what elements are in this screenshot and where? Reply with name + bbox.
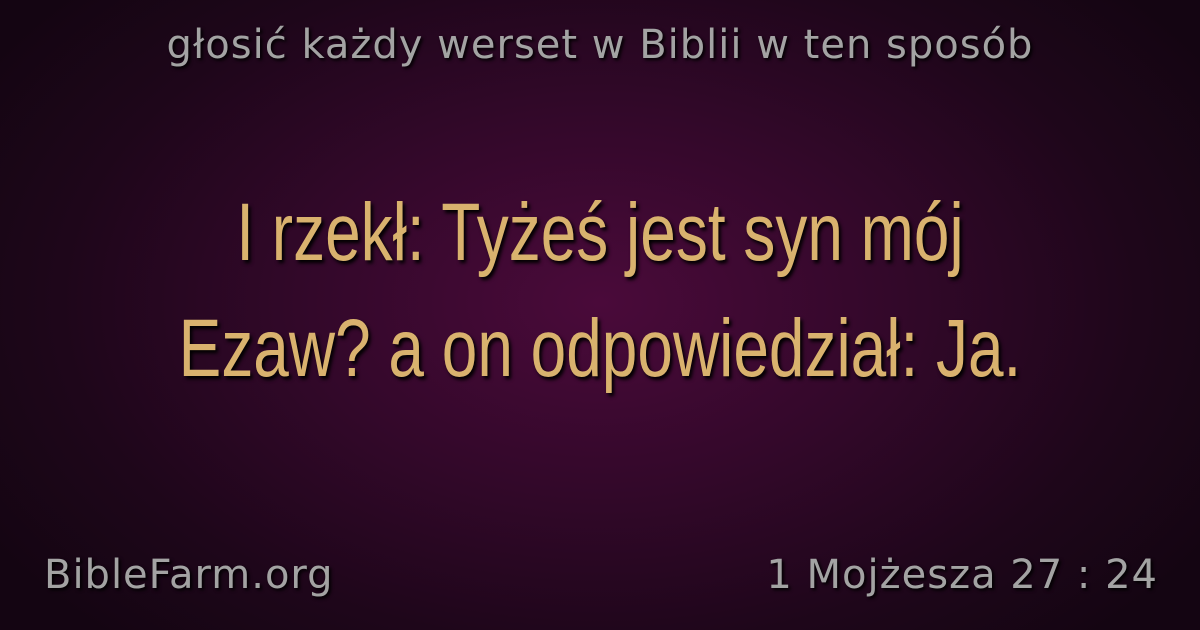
- verse-text: [163, 175, 1037, 407]
- tagline: głosić każdy werset w Biblii w ten sposób: [166, 22, 1034, 68]
- verse-reference: 1 Mojżesza 27 : 24: [766, 552, 1158, 598]
- verse-line-1: I rzekł: Tyżeś jest syn mój: [236, 187, 964, 278]
- verse-line-2: Ezaw? a on odpowiedział: Ja.: [178, 303, 1022, 394]
- site-name: BibleFarm.org: [44, 552, 334, 598]
